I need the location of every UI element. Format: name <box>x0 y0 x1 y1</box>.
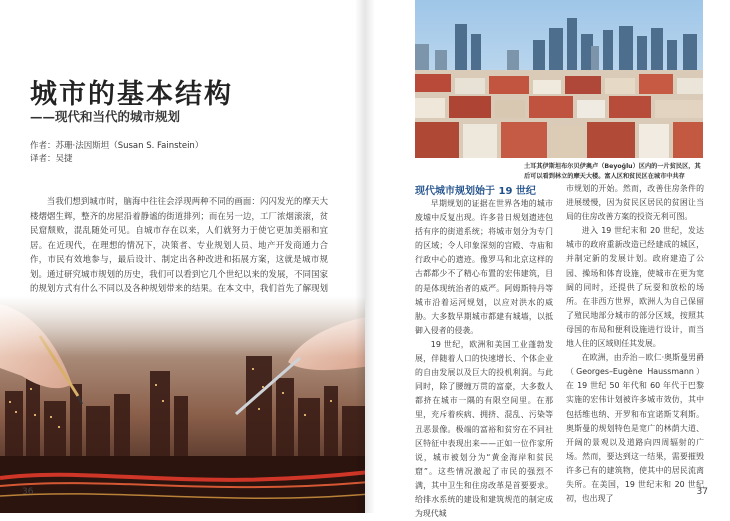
photo-caption: 土耳其伊斯坦布尔贝伊奥卢（Beyoğlu）区内的一片贫民区，其后可以看到林立的摩天大楼。富人区和贫民区在城市中共存 <box>524 163 701 180</box>
section-heading: 现代城市规划始于 19 世纪 <box>415 186 536 197</box>
translator-line: 译者：吴捷 <box>30 154 73 164</box>
planning-photo-illustration <box>0 296 365 513</box>
byline <box>30 140 203 166</box>
column1-paragraph: 早期规划的证据在世界各地的城市废墟中反复出现。许多昔日规划遗迹包括有序的街道系统；将城市划分为专门的区域；令人印象深刻的宫殿、寺庙和行政中心的遗迹。像罗马和北京这样的古都都少不了精心布置的宏伟建筑，目的是体现统治者的威严。阿姆斯特丹等城市沿着运河规划，以应对洪水的威胁。大多数早期城市都建有城墙，以抵御入侵者的侵袭。 <box>415 199 553 335</box>
istanbul-skyline-photo <box>415 0 703 158</box>
page-subtitle: ——现代和当代的城市规划 <box>30 109 181 124</box>
planning-photo <box>0 296 365 513</box>
intro-paragraph: 当我们想到城市时，脑海中往往会浮现两种不同的画面：闪闪发光的摩天大楼熠熠生辉，整齐的房屋沿着静谧的街道排列；而在另一边，工厂浓烟滚滚，贫民窟颓败，混乱随处可见。自城市存在以来，人们就努力于使它更加美丽和宜居。在近现代，在理想的情况下，决策者、专业规划人员、地产开发商通力合作，市民有效地参与，最后设计、制定出各种改进和拓展方案，这就是城市规划。通过研究城市规划的历史，我们可以看到它几个世纪以来的发展，不同国家的规划方式有什么不同以及各种规划带来的结果。在本文中，我们首先了解现划 <box>30 196 328 293</box>
column2-paragraph: 市规划的开始。然而，改善住房条件的进展缓慢，因为贫民区居民的贫困让当局的住房改善方案的投资无利可图。 <box>566 184 704 222</box>
page-title: 城市的基本结构 <box>30 79 233 110</box>
column1-paragraph: 19 世纪，欧洲和美国工业蓬勃发展，伴随着人口的快速增长、个体企业的自由发展以及巨大的投机利润。与此同时，除了腰缠万贯的富豪，大多数人都挤在城市一隅的有限空间里。在那里，充斥着疾病、拥挤、混乱、污染等丑恶景像。极端的富裕和贫穷在不同社区特征中表现出来——正如一位作家所说，城市被划分为“黄金海岸和贫民窟”。这些情况激起了市民的强烈不满，其中卫生和住房改革是首要要求。给排水系统的建设和建筑规范的制定成为现代城 <box>415 339 553 519</box>
author-line: 作者：苏珊·法因斯坦（Susan S. Fainstein） <box>30 141 204 151</box>
page-number-left: 36 <box>22 487 34 497</box>
page-number-right: 37 <box>696 487 708 497</box>
text-column-1 <box>415 197 553 521</box>
skyline-illustration <box>415 0 703 158</box>
column2-paragraph: 在欧洲，由乔治－欧仁·奥斯曼男爵（Georges–Eugène Haussmann）在 19 世纪 50 年代和 60 年代于巴黎实施的宏伟计划被许多城市效仿，其中包括维也纳、开罗和布宜诺斯艾利斯。奥斯曼的规划特色是宽广的林荫大道、开阔的景观以及道路向四周辐射的广场。然而，要达到这一结果，需要摧毁许多已有的建筑物，使其中的居民流离失所。在美国，19 世纪末和 20 世纪初，也出现了 <box>566 353 704 504</box>
text-column-2 <box>566 182 704 506</box>
column2-paragraph: 进入 19 世纪末和 20 世纪，发达城市的政府重新改造已经建成的城区，并制定新的发展计划。政府建造了公园、操场和体育设施，使城市在更为宽阔的同时，还提供了玩耍和放松的场所。在非西方世界，欧洲人为自己保留了殖民地部分城市的部分区域，按照其母国的布局和便利设施进行设计，而当地人住的区域则任其发展。 <box>566 226 704 349</box>
book-gutter <box>355 0 375 513</box>
left-page <box>0 0 365 513</box>
